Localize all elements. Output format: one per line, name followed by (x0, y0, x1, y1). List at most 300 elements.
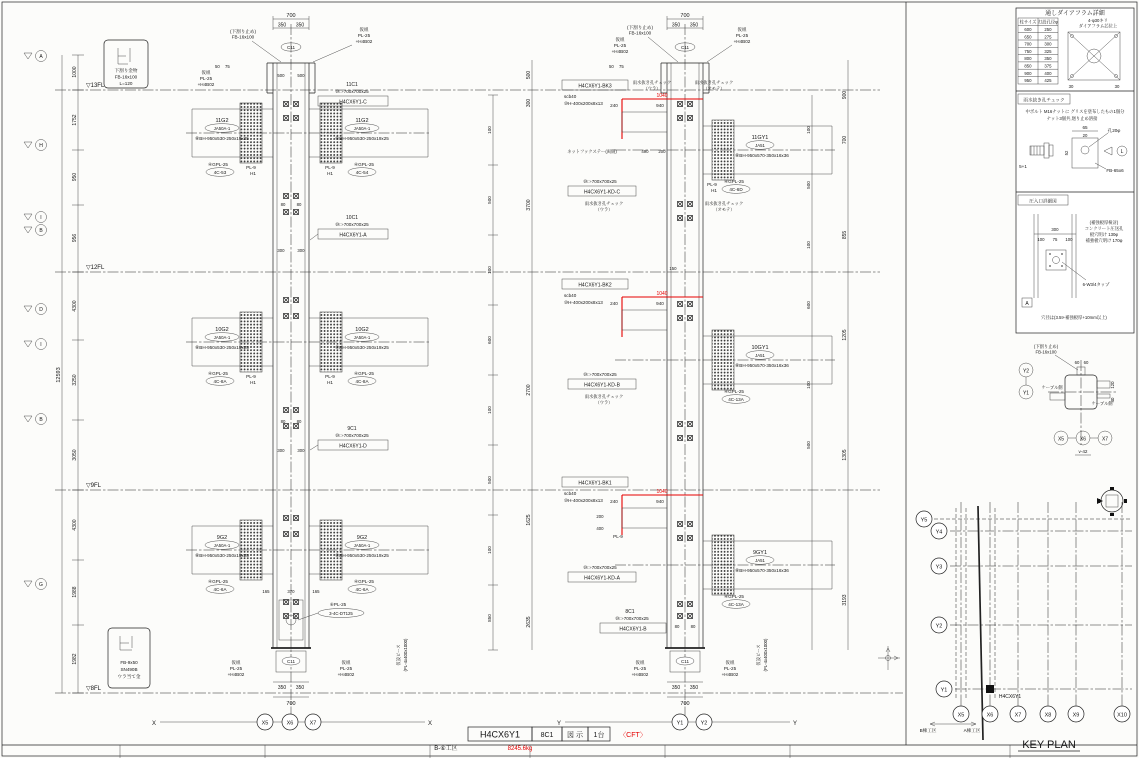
note-pl25: PL-25 (357, 33, 371, 38)
dim: 950 (72, 172, 78, 182)
dim-5plus1: 5+1 (1019, 164, 1027, 169)
dim: 100 (487, 266, 492, 274)
flag-letter: H (39, 143, 43, 150)
beam-size: ⑧BH-950x530-250x19x25 (195, 345, 249, 350)
piece-mark: H4CX6Y1-KD-A (584, 575, 620, 582)
axis-x-label: X (428, 721, 433, 727)
piece-mark: H4CX6Y1-KD-B (584, 382, 620, 389)
dim-240: 240 (610, 301, 618, 306)
dim: 3700 (526, 199, 532, 211)
piece-mark: H4CX6Y1-BK1 (578, 480, 612, 487)
detail-title: 通しダイアフラム詳細 (1045, 11, 1105, 17)
note-h4b02: +H4B02 (631, 672, 649, 677)
dim-940: 940 (656, 499, 664, 504)
h1-label: H1 (250, 171, 256, 176)
bracket-size: ⑩H-400x200x8x13 (564, 101, 603, 106)
bracket-BK3 (562, 80, 703, 155)
grid-bubble: Y2 (935, 623, 943, 630)
beam-tag: JA51 (755, 558, 765, 563)
temp-piece-note: 仮設ピース (756, 644, 761, 666)
dim: 700 (842, 135, 848, 145)
dim-165: 165 (262, 589, 270, 594)
left-floor-9G2 (186, 520, 430, 593)
gusset-label: ④GPL-25 (208, 579, 228, 584)
axis-y-label: Y (793, 721, 798, 727)
h1-label: H1 (250, 380, 256, 385)
dim-350: 350 (277, 22, 287, 29)
cell: 400 (1044, 70, 1052, 76)
dim-700: 700 (286, 701, 296, 707)
dim-30: 30 (1114, 84, 1120, 89)
flag-letter: G (39, 582, 43, 589)
dim: 100 (487, 126, 492, 134)
grid-bubble: Y1 (1022, 390, 1030, 397)
piece-mark: H4CX6Y1-C (339, 99, 367, 106)
beam-size: ⑧BH-950x570-350x16x36 (735, 363, 789, 368)
bracket-BK1 (562, 477, 703, 539)
gusset-label: ④GPL-25 (724, 389, 744, 394)
grid-bubble: X6 (986, 712, 994, 719)
dim-65: 65 (1082, 125, 1088, 130)
note-shitawaridome: (下割り止め) (229, 29, 257, 34)
dim-150: 150 (669, 266, 677, 271)
dim-350: 350 (295, 22, 305, 29)
note: FB-16x100 (114, 74, 138, 80)
dim: 500 (806, 181, 811, 189)
note-shitawaridome: (下割り止め) (626, 25, 654, 30)
dim-700: 700 (680, 701, 690, 707)
dim-total: 12593 (56, 367, 62, 383)
joint-tag: 4C-8A (213, 379, 227, 384)
beam-tag: JA50A-1 (213, 335, 231, 340)
temp-piece-note: 仮設ピース (396, 644, 401, 666)
dim-60: 60 (1074, 360, 1080, 365)
dim-350: 350 (295, 685, 305, 691)
pl9-label: PL-9 (325, 374, 335, 379)
dim-940: 940 (656, 301, 664, 306)
note-karigumi: 仮組 (737, 27, 747, 32)
grid-bubble: X8 (1044, 712, 1052, 719)
dim-370: 370 (287, 589, 295, 594)
base-plate-label: ⑥PL-25 (329, 602, 347, 607)
grid-bubble: X7 (1101, 436, 1109, 443)
dim-350: 350 (671, 22, 681, 29)
h1-label: H1 (327, 380, 333, 385)
note-pl25: PL-25 (735, 33, 749, 38)
note: ウラ当て金 (117, 674, 141, 679)
sec-size: ⑩□-700x700x25 (583, 565, 617, 570)
col-tag: C11 (286, 45, 296, 50)
cable-side-note: ケーブル側 (1091, 401, 1113, 406)
dim: 4300 (72, 300, 78, 312)
level-label-8fl: ▽8FL (86, 686, 101, 692)
dim-240: 240 (610, 103, 618, 108)
grid-bubble: Y1 (940, 687, 948, 694)
hole-label: 孔20φ (1107, 128, 1121, 133)
flag-letter: I (40, 342, 42, 349)
key-plan (878, 487, 1132, 751)
note: (補強板厚検討) (1089, 220, 1119, 225)
dim-100: 100 (1037, 237, 1045, 242)
pl9-label: PL-9 (246, 165, 256, 170)
ura-ategane-box (108, 628, 150, 688)
cell: 750 (1024, 48, 1032, 54)
base-plate-tag: 3-4C-DT125 (329, 611, 353, 616)
cell: 800 (1024, 56, 1032, 62)
gusset-label: ④GPL-25 (354, 579, 374, 584)
piece-mark: H4CX6Y1-KD-C (583, 189, 621, 196)
note-fb16: FB-16x100 (231, 34, 255, 40)
flag-letter: A (39, 54, 43, 61)
sec-size: ⑩□-700x700x25 (335, 222, 369, 227)
dim-350: 350 (689, 22, 699, 29)
dim-300: 300 (297, 448, 305, 453)
note-h4b02: +H4B02 (611, 49, 629, 54)
beam-tag: JA50A-1 (353, 126, 371, 131)
dim-80: 80 (674, 624, 680, 629)
grid-bubble: X7 (1014, 712, 1022, 719)
note: ダイアフラム芯位上 (1078, 23, 1118, 29)
grid-bubble: Y5 (920, 517, 928, 524)
base-size: ⑩□-700x700x25 (615, 616, 649, 621)
title-block (434, 727, 647, 752)
rain-hole-side: （ウラ） (595, 207, 613, 212)
shitawari-kanamono-box (104, 40, 148, 88)
floor-levels (55, 83, 903, 693)
note-pl25: PL-25 (723, 666, 737, 671)
gusset-label: ④GPL-25 (208, 162, 228, 167)
dim-50: 50 (609, 64, 614, 69)
gusset-label: ④GPL-25 (724, 179, 744, 184)
grid-bubble: Y2 (1022, 368, 1030, 375)
col-tag: C11 (680, 659, 690, 664)
sec-no: 11C1 (346, 82, 358, 88)
dim-120: 120 (1110, 381, 1115, 389)
note-fb16: FB-16x100 (628, 30, 652, 36)
dim-300: 300 (277, 448, 285, 453)
dim: 1752 (72, 114, 78, 126)
dim-700: 700 (680, 13, 690, 19)
beam-size: ⑧BH-950x530-250x19x25 (335, 553, 389, 558)
beam-tag: JA50A-1 (353, 543, 371, 548)
sec-size: ⑩□-700x700x25 (335, 89, 369, 94)
grid-bubble: X5 (1057, 436, 1065, 443)
dim-350: 350 (689, 685, 699, 691)
note-karigumi: 仮組 (725, 660, 735, 665)
gusset-label: ④GPL-25 (354, 162, 374, 167)
note-h4b02: +H4B02 (355, 39, 373, 44)
dim-490: 490 (641, 149, 649, 154)
dim-500: 500 (277, 73, 285, 78)
dim: 1000 (72, 66, 78, 78)
rain-hole-side: （オモテ） (703, 86, 725, 91)
joint-tag: 4C-6A (213, 587, 227, 592)
dim: 100 (487, 406, 492, 414)
level-label-13fl: ▽13FL (86, 83, 105, 89)
dim-80: 80 (280, 202, 286, 207)
dim-500: 500 (297, 73, 305, 78)
beam-size: ⑧BH-950x570-350x16x36 (735, 153, 789, 158)
note: 下割り金物 (114, 68, 138, 73)
dim-940: 940 (656, 103, 664, 108)
beam-no: 10G2 (355, 327, 369, 333)
detail-title: 圧入口詳細図 (1029, 198, 1057, 204)
dim-20: 20 (1082, 133, 1088, 138)
h1-label: H1 (711, 188, 717, 193)
note-h4b02: +H4B02 (733, 39, 751, 44)
joint-tag: 4C-6D (729, 187, 743, 192)
dim-700: 700 (286, 13, 296, 19)
scb-note: scb40 (564, 491, 577, 496)
flag-letter: B (39, 417, 43, 424)
bracket-size: ⑩H-400x200x8x13 (564, 498, 603, 503)
right-floor-9GY1 (615, 535, 835, 608)
note: 補強板穴明け 170φ (1085, 238, 1123, 243)
note-pl25: PL-25 (339, 666, 353, 671)
grid-bubble: Y4 (935, 529, 943, 536)
cell: 700 (1024, 41, 1032, 47)
cell: 950 (1024, 78, 1032, 84)
grid-bubble-x5: X5 (261, 720, 269, 727)
note: ナット3個共,廻り止め溶接 (1046, 116, 1098, 121)
dim-80: 80 (296, 202, 302, 207)
dim-80: 80 (690, 624, 696, 629)
flag-letter: D (39, 307, 43, 314)
joint-tag: 4C-6A (355, 587, 369, 592)
axis-x-label: X (152, 721, 157, 727)
note: 穴径は(3.5t+補強板厚+10mm以上) (1041, 315, 1107, 320)
sec-no: 9C1 (347, 426, 357, 432)
rain-hole-note: 雨水抜き孔チェック (632, 80, 672, 85)
gusset-label: ④GPL-25 (724, 594, 744, 599)
rain-hole-side: （ウラ） (595, 400, 613, 405)
bracket-size: ⑩H-400x200x8x13 (564, 300, 603, 305)
beam-size: ⑧BH-950x530-250x19x25 (195, 136, 249, 141)
bracket-BK2 (562, 279, 703, 337)
piece-mark: H4CX6Y1-D (339, 443, 367, 450)
cell: 650 (1024, 34, 1032, 40)
right-floor-11GY1 (615, 120, 835, 193)
axis-y-label: Y (557, 721, 562, 727)
cell: 275 (1044, 34, 1052, 40)
dim-200: 200 (658, 149, 666, 154)
dim: 600 (487, 336, 492, 344)
dim-400: 400 (596, 526, 604, 531)
temp-piece-note: (PL-4x400x1000) (403, 638, 408, 672)
dim: 855 (842, 230, 848, 240)
work-zone: B-⑥工区 (434, 746, 458, 752)
column-section-detail (1019, 343, 1118, 455)
dim: 1305 (842, 449, 848, 461)
grid-bubble: X5 (957, 712, 965, 719)
dim-240: 240 (610, 499, 618, 504)
cell: 900 (1024, 70, 1032, 76)
grid-bubble-y2: Y2 (700, 720, 708, 727)
rain-hole-note: 雨水抜き孔チェック (584, 201, 624, 206)
rain-hole-note: 雨水抜き孔チェック (704, 201, 744, 206)
dim: 500 (806, 441, 811, 449)
pl9-label: PL-9 (246, 374, 256, 379)
dim-100: 100 (1065, 237, 1073, 242)
dim: 500 (487, 476, 492, 484)
piece-mark: H4CX6Y1-BK3 (578, 83, 612, 90)
joint-tag: 4C-13A (728, 602, 744, 607)
left-floor-11G2 (186, 103, 430, 176)
grid-bubble: X6 (1079, 436, 1087, 443)
net-hook-note: ネットフックステー(両側) (567, 149, 617, 154)
table-header: 打設孔径φ (1038, 19, 1058, 25)
right-column-elevation (557, 13, 835, 730)
piece-mark: H4CX6Y1-A (339, 232, 367, 239)
level-label-9fl: ▽9FL (86, 483, 101, 489)
beam-no: 9G2 (216, 535, 228, 541)
dim: 100 (806, 241, 811, 249)
sheet-frame (2, 2, 1137, 758)
cell: 350 (1044, 56, 1052, 62)
note-h4b02: +H4B02 (721, 672, 739, 677)
weight: 8245.6kg (507, 746, 533, 752)
grid-bubble-x6: X6 (286, 720, 294, 727)
zone-left-label: B棟工区 (919, 728, 937, 733)
left-col-side-dims (487, 95, 498, 650)
dim: 100 (806, 381, 811, 389)
dim-200: 200 (596, 514, 604, 519)
dim: 3250 (72, 374, 78, 386)
beam-no: 11G2 (355, 118, 369, 124)
cell: 250 (1044, 27, 1052, 32)
h1-label: H1 (327, 171, 333, 176)
beam-tag: JA51 (755, 353, 765, 358)
note-shitawaridome: (下割り止め) (1033, 344, 1059, 349)
beam-tag: JA50A-1 (213, 126, 231, 131)
dim: 1625 (526, 514, 532, 526)
dim-50: 50 (215, 64, 220, 69)
scb-note: scb40 (564, 293, 577, 298)
dim-40: 40 (1110, 397, 1115, 403)
cft-note: 〈CFT〉 (619, 732, 647, 739)
key-plan-title: KEY PLAN (1022, 739, 1076, 751)
beam-size: ⑧BH-950x530-250x19x25 (195, 553, 249, 558)
cell: 300 (1044, 41, 1052, 47)
detail-title: 雨水抜き孔チェック (1023, 97, 1065, 103)
section-sub-label: v-42 (1078, 449, 1088, 454)
note-h4b02: +H4B02 (227, 672, 245, 677)
dim: 600 (806, 301, 811, 309)
note: 中ボルト M16ナットに グリスを塗布したもの1個分 (1025, 109, 1125, 114)
note-karigumi: 仮組 (635, 660, 645, 665)
beam-no: 9G2 (356, 535, 368, 541)
quantity: 1台 (593, 732, 605, 739)
note-fb16: FB-16x100 (1035, 349, 1057, 355)
gusset-label: ④GPL-25 (208, 371, 228, 376)
note-karigumi: 仮組 (231, 660, 241, 665)
dim-1040-red: 1040 (656, 291, 668, 297)
dim-75: 75 (619, 64, 624, 69)
grid-bubble-y1: Y1 (676, 720, 684, 727)
dim: 4300 (72, 519, 78, 531)
note-h4b02: +H4B02 (197, 82, 215, 87)
note-pl25: PL-25 (613, 43, 627, 48)
dim: 3050 (72, 449, 78, 461)
piece-mark: H4CX6Y1-BK2 (578, 282, 612, 289)
dim-300: 300 (1051, 227, 1059, 232)
dim-52: 52 (1064, 150, 1069, 156)
rain-hole-note: 雨水抜き孔チェック (694, 80, 734, 85)
left-floor-10G2 (186, 312, 430, 385)
level-label-12fl: ▽12FL (86, 265, 105, 271)
a-mark: A (1025, 301, 1029, 307)
dim-60: 60 (1083, 360, 1089, 365)
base-no: 8C1 (625, 609, 635, 615)
sec-size: ⑩□-700x700x25 (583, 179, 617, 184)
dim-350: 350 (671, 685, 681, 691)
joint-tag: 4C-13A (728, 397, 744, 402)
joint-tag: 4C-8A (355, 379, 369, 384)
beam-tag: JA51 (755, 143, 765, 148)
beam-tag: JA50A-1 (213, 543, 231, 548)
temp-piece-note: (PL-4x400x1000) (763, 638, 768, 672)
beam-no: 9GY1 (752, 550, 768, 556)
sec-no: 10C1 (346, 215, 358, 221)
beam-no: 11G2 (215, 118, 229, 124)
cell: 600 (1024, 27, 1032, 32)
cell: 325 (1044, 48, 1052, 54)
note: 4-φ30キリ (1088, 18, 1108, 23)
note: SN490B (120, 667, 138, 672)
cell: 850 (1024, 63, 1032, 69)
piece-no: 8C1 (540, 732, 554, 739)
beam-tag: JA50A-1 (353, 335, 371, 340)
joint-tag: 4C-54 (355, 170, 369, 175)
dim: 500 (526, 70, 532, 80)
pl9-label: PL-9 (613, 534, 623, 539)
dim: 956 (72, 233, 78, 243)
dim-300: 300 (297, 248, 305, 253)
rain-hole-side: （オモテ） (713, 207, 735, 212)
note-karigumi: 仮組 (359, 27, 369, 32)
cell: 425 (1044, 78, 1052, 84)
mid-dim-chain (526, 60, 532, 650)
note: FB-9x50 (120, 660, 138, 665)
dim-1040-red: 1040 (656, 93, 668, 99)
dim-75: 75 (1052, 237, 1058, 242)
weld-flags (24, 51, 47, 590)
dim-300: 300 (277, 248, 285, 253)
dim-80: 80 (296, 419, 302, 424)
dim-75: 75 (225, 64, 230, 69)
dim: 2700 (526, 384, 532, 396)
dim: 3193 (842, 594, 848, 606)
note: コンクリート圧送孔 (1084, 226, 1124, 231)
fb-label: FB-65x6 (1106, 168, 1124, 173)
col-tag: C11 (680, 45, 690, 50)
dim: 1988 (72, 586, 78, 598)
piece-mark: H4CX6Y1-B (619, 626, 647, 633)
member-mark: H4CX6Y1 (479, 729, 521, 740)
col-tag: C11 (286, 659, 296, 664)
note-pl25: PL-25 (633, 666, 647, 671)
joint-tag: 4C-53 (213, 170, 227, 175)
l-mark: L (1120, 149, 1124, 155)
beam-no: 10GY1 (751, 345, 769, 351)
scb-note: scb40 (564, 94, 577, 99)
beam-size: ⑧BH-950x530-250x19x25 (335, 136, 389, 141)
gusset-label: ④GPL-25 (354, 371, 374, 376)
marker-label: H4CX6Y1 (998, 694, 1022, 700)
right-floor-10GY1 (615, 330, 835, 403)
dim-80: 80 (280, 419, 286, 424)
beam-no: 11GY1 (751, 135, 769, 141)
